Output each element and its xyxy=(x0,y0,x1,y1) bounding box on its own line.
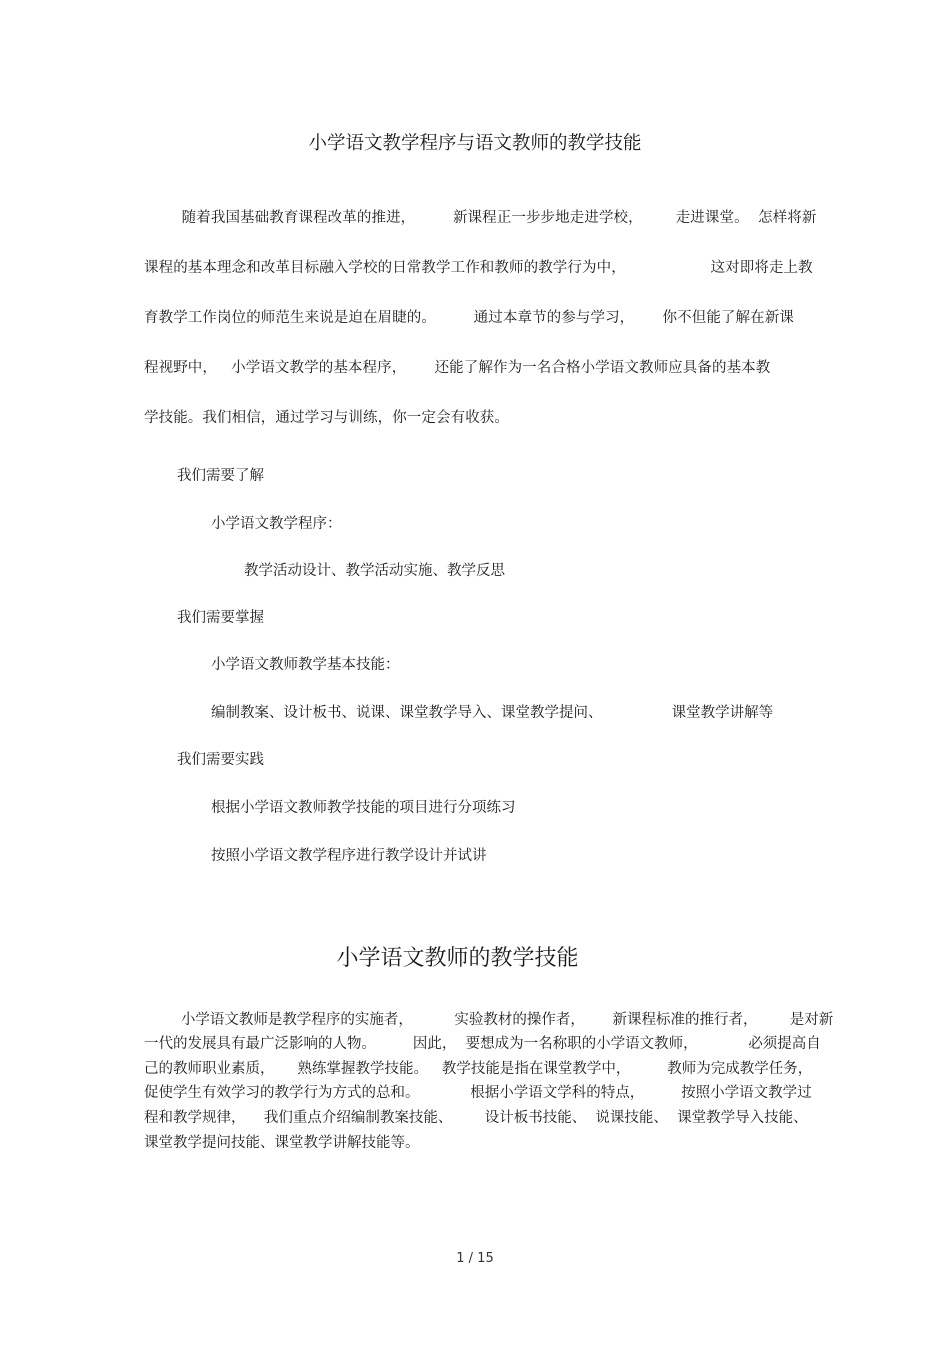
section-title: 小学语文教师的教学技能 xyxy=(336,946,579,971)
section-line-3: 己的教师职业素质， 熟练掌握教学技能。 教学技能是指在课堂教学中， 教师为完成教学任务， xyxy=(144,1061,813,1077)
page-number: 1 / 15 xyxy=(456,1251,494,1266)
need-practice-item-1: 根据小学语文教师教学技能的项目进行分项练习 xyxy=(211,800,516,816)
intro-line-3: 育教学工作岗位的师范生来说是迫在眉睫的。 通过本章节的参与学习， 你不但能了解在新课 xyxy=(144,310,794,326)
intro-line-5: 学技能。我们相信，通过学习与训练，你一定会有收获。 xyxy=(144,410,509,426)
section-line-1: 小学语文教师是教学程序的实施者， 实验教材的操作者， 新课程标准的推行者， 是对新 xyxy=(144,1012,834,1028)
intro-line-2: 课程的基本理念和改革目标融入学校的日常教学工作和教师的教学行为中， 这对即将走上教 xyxy=(144,260,813,276)
need-master-items: 编制教案、设计板书、说课、课堂教学导入、课堂教学提问、 课堂教学讲解等 xyxy=(211,705,774,721)
need-know-heading: 我们需要了解 xyxy=(177,468,264,484)
intro-line-4: 程视野中， 小学语文教学的基本程序， 还能了解作为一名合格小学语文教师应具备的基本教 xyxy=(144,360,771,376)
section-line-5: 程和教学规律， 我们重点介绍编制教案技能、 设计板书技能、 说课技能、 课堂教学导入技能、 xyxy=(144,1110,808,1126)
section-line-2: 一代的发展具有最广泛影响的人物。 因此， 要想成为一名称职的小学语文教师， 必须提高自 xyxy=(144,1036,821,1052)
document-title: 小学语文教学程序与语文教师的教学技能 xyxy=(308,133,642,154)
section-line-6: 课堂教学提问技能、课堂教学讲解技能等。 xyxy=(144,1135,420,1151)
section-line-4: 促使学生有效学习的教学行为方式的总和。 根据小学语文学科的特点， 按照小学语文教学过 xyxy=(144,1085,812,1101)
need-know-items: 教学活动设计、教学活动实施、教学反思 xyxy=(244,563,505,579)
intro-line-1: 随着我国基础教育课程改革的推进， 新课程正一步步地走进学校， 走进课堂。 怎样将新 xyxy=(144,210,817,226)
need-master-heading: 我们需要掌握 xyxy=(177,610,264,626)
need-master-sub: 小学语文教师教学基本技能： xyxy=(211,657,400,673)
need-know-sub: 小学语文教学程序： xyxy=(211,516,342,532)
need-practice-item-2: 按照小学语文教学程序进行教学设计并试讲 xyxy=(211,848,487,864)
need-practice-heading: 我们需要实践 xyxy=(177,752,264,768)
